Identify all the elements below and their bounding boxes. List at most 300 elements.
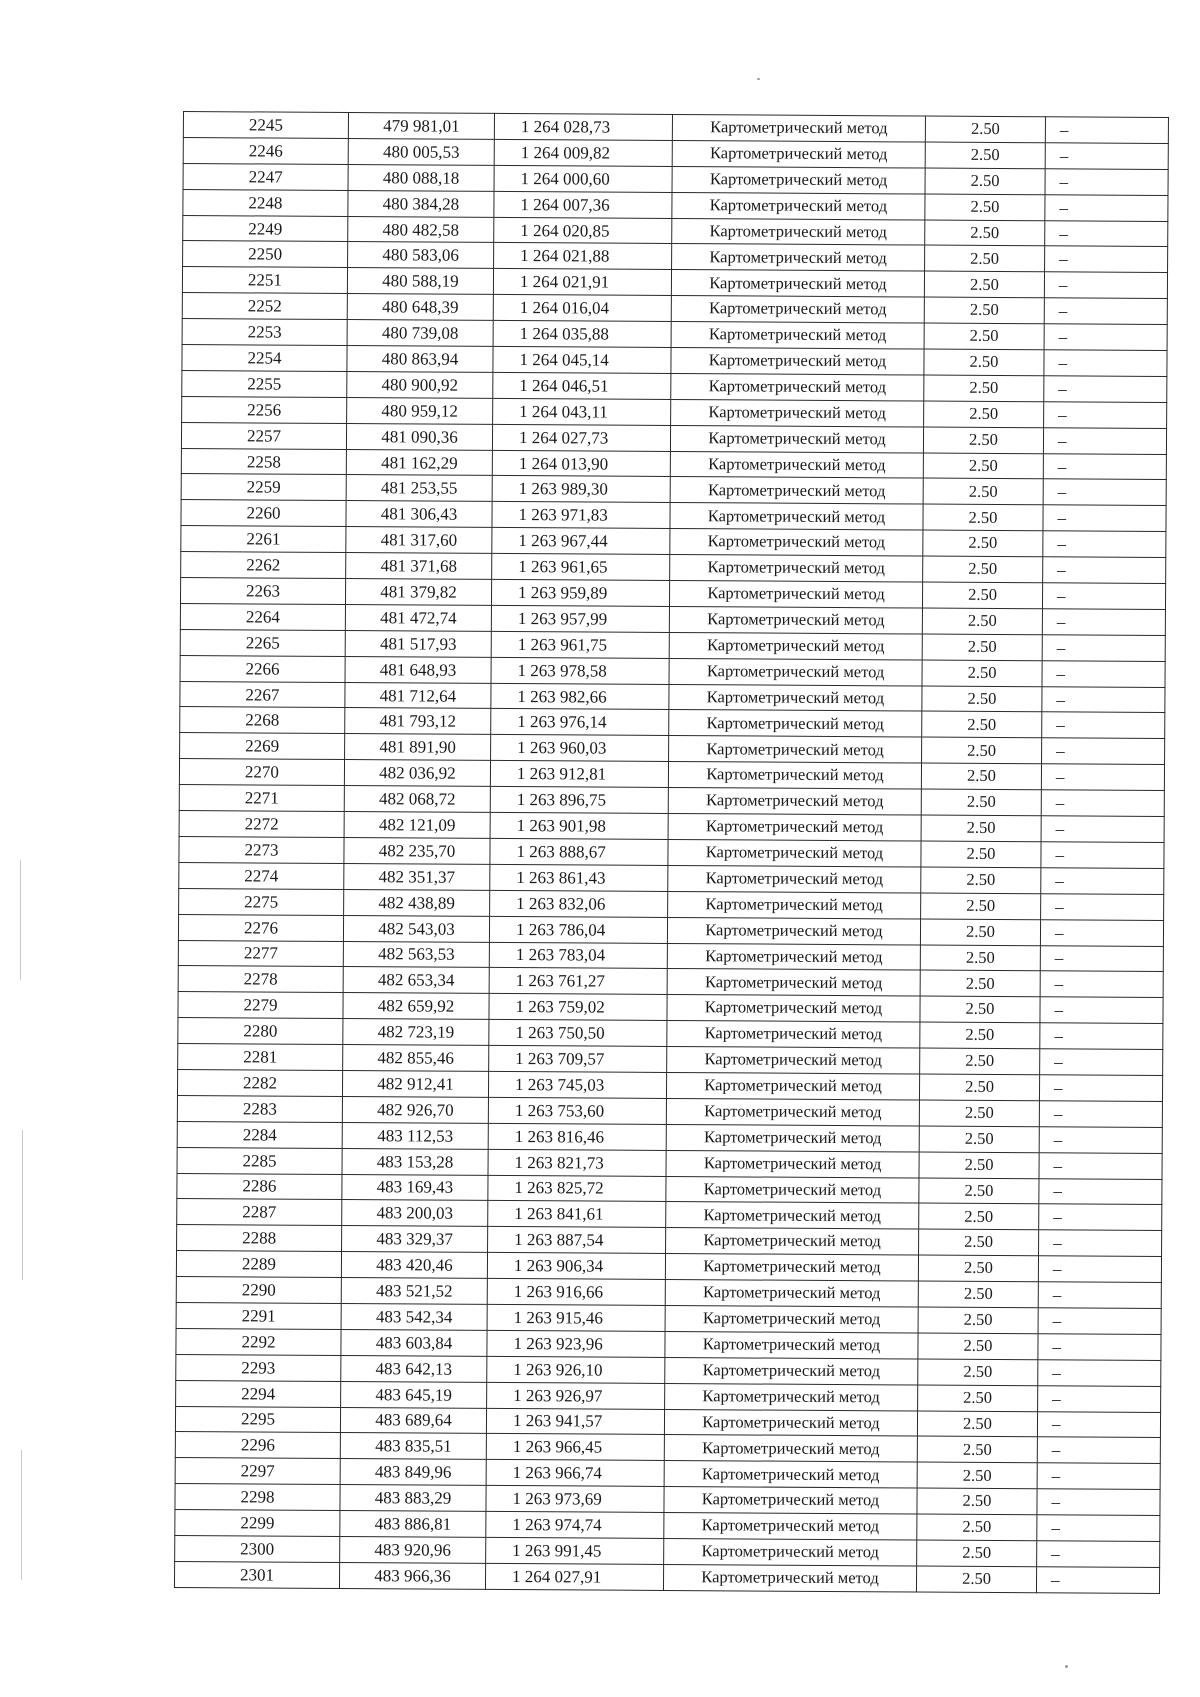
note-dash: –	[1039, 1178, 1162, 1205]
note-dash: –	[1043, 557, 1166, 584]
error-value: 2.50	[924, 349, 1044, 376]
note-dash: –	[1043, 479, 1166, 506]
coord-x: 482 563,53	[343, 941, 489, 968]
coord-x: 481 891,90	[345, 734, 491, 761]
scan-speck	[757, 78, 760, 80]
point-number: 2271	[179, 785, 344, 812]
point-number: 2257	[181, 422, 346, 449]
point-number: 2287	[177, 1199, 342, 1226]
error-value: 2.50	[923, 478, 1043, 505]
note-dash: –	[1042, 738, 1165, 765]
error-value: 2.50	[922, 737, 1042, 764]
method: Картометрический метод	[670, 451, 923, 478]
note-dash: –	[1039, 1204, 1162, 1231]
point-number: 2247	[183, 163, 348, 190]
coord-x: 482 723,19	[343, 1019, 489, 1046]
point-number: 2301	[174, 1561, 339, 1588]
coord-y: 1 263 916,66	[487, 1278, 665, 1305]
coord-y: 1 264 027,73	[492, 424, 670, 451]
error-value: 2.50	[917, 1488, 1037, 1515]
point-number: 2260	[181, 500, 346, 527]
error-value: 2.50	[924, 323, 1044, 350]
coord-x: 480 900,92	[347, 371, 493, 398]
note-dash: –	[1042, 712, 1165, 739]
method: Картометрический метод	[668, 865, 921, 892]
point-number: 2255	[182, 370, 347, 397]
point-number: 2248	[183, 189, 348, 216]
point-number: 2253	[182, 319, 347, 346]
note-dash: –	[1043, 531, 1166, 558]
coord-x: 482 068,72	[344, 786, 490, 813]
note-dash: –	[1044, 324, 1167, 351]
coord-x: 482 235,70	[344, 837, 490, 864]
coord-x: 481 793,12	[345, 708, 491, 735]
coord-y: 1 264 021,88	[494, 243, 672, 270]
method: Картометрический метод	[671, 373, 924, 400]
point-number: 2275	[179, 888, 344, 915]
coord-x: 483 849,96	[340, 1459, 486, 1486]
coord-y: 1 263 966,45	[486, 1434, 664, 1461]
coord-y: 1 263 960,03	[491, 735, 669, 762]
error-value: 2.50	[922, 686, 1042, 713]
coord-x: 481 253,55	[346, 475, 492, 502]
method: Картометрический метод	[666, 1202, 919, 1229]
point-number: 2267	[180, 681, 345, 708]
coord-y: 1 263 957,99	[491, 605, 669, 632]
coord-y: 1 263 973,69	[486, 1486, 664, 1513]
point-number: 2300	[175, 1535, 340, 1562]
point-number: 2288	[177, 1225, 342, 1252]
note-dash: –	[1038, 1359, 1161, 1386]
method: Картометрический метод	[670, 555, 923, 582]
point-number: 2265	[180, 629, 345, 656]
coord-x: 483 883,29	[340, 1485, 486, 1512]
error-value: 2.50	[917, 1540, 1037, 1567]
coord-x: 480 739,08	[347, 320, 493, 347]
coord-x: 482 351,37	[344, 863, 490, 890]
coord-x: 483 886,81	[340, 1511, 486, 1538]
note-dash: –	[1037, 1437, 1160, 1464]
error-value: 2.50	[918, 1385, 1038, 1412]
point-number: 2280	[178, 1018, 343, 1045]
coord-x: 482 036,92	[344, 760, 490, 787]
coord-y: 1 264 028,73	[494, 113, 672, 140]
point-number: 2291	[176, 1302, 341, 1329]
point-number: 2266	[180, 655, 345, 682]
method: Картометрический метод	[669, 658, 922, 685]
note-dash: –	[1039, 1230, 1162, 1257]
coord-x: 480 648,39	[347, 294, 493, 321]
coord-y: 1 263 906,34	[487, 1253, 665, 1280]
method: Картометрический метод	[672, 192, 925, 219]
point-number: 2254	[182, 345, 347, 372]
note-dash: –	[1043, 505, 1166, 532]
note-dash: –	[1040, 971, 1163, 998]
method: Картометрический метод	[668, 788, 921, 815]
coord-y: 1 264 007,36	[494, 191, 672, 218]
scan-streak	[22, 1130, 23, 1280]
method: Картометрический метод	[668, 839, 921, 866]
coord-y: 1 263 750,50	[489, 1020, 667, 1047]
note-dash: –	[1041, 764, 1164, 791]
point-number: 2264	[180, 603, 345, 630]
point-number: 2274	[179, 862, 344, 889]
coord-y: 1 264 035,88	[493, 321, 671, 348]
error-value: 2.50	[919, 1100, 1039, 1127]
method: Картометрический метод	[672, 140, 925, 167]
coord-y: 1 264 020,85	[494, 217, 672, 244]
method: Картометрический метод	[672, 244, 925, 271]
error-value: 2.50	[922, 712, 1042, 739]
error-value: 2.50	[918, 1307, 1038, 1334]
table-row	[174, 1561, 1159, 1593]
coord-x: 480 005,53	[348, 138, 494, 165]
coord-x: 483 521,52	[341, 1278, 487, 1305]
method: Картометрический метод	[666, 1072, 919, 1099]
error-value: 2.50	[919, 1229, 1039, 1256]
point-number: 2261	[181, 526, 346, 553]
coord-y: 1 263 982,66	[491, 683, 669, 710]
method: Картометрический метод	[668, 891, 921, 918]
error-value: 2.50	[918, 1359, 1038, 1386]
method: Картометрический метод	[671, 399, 924, 426]
coord-x: 480 583,06	[348, 242, 494, 269]
note-dash: –	[1038, 1308, 1161, 1335]
error-value: 2.50	[920, 919, 1040, 946]
coord-y: 1 264 000,60	[494, 165, 672, 192]
point-number: 2263	[180, 578, 345, 605]
error-value: 2.50	[924, 375, 1044, 402]
coord-x: 481 648,93	[345, 656, 491, 683]
error-value: 2.50	[923, 530, 1043, 557]
coord-y: 1 263 887,54	[488, 1227, 666, 1254]
note-dash: –	[1039, 1101, 1162, 1128]
method: Картометрический метод	[665, 1305, 918, 1332]
note-dash: –	[1038, 1256, 1161, 1283]
coord-x: 481 162,29	[346, 449, 492, 476]
coord-x: 481 712,64	[345, 682, 491, 709]
method: Картометрический метод	[668, 762, 921, 789]
method: Картометрический метод	[664, 1513, 917, 1540]
method: Картометрический метод	[669, 606, 922, 633]
coord-y: 1 264 045,14	[493, 346, 671, 373]
method: Картометрический метод	[671, 270, 924, 297]
method: Картометрический метод	[667, 1047, 920, 1074]
note-dash: –	[1037, 1489, 1160, 1516]
coord-y: 1 263 926,97	[487, 1382, 665, 1409]
error-value: 2.50	[918, 1333, 1038, 1360]
error-value: 2.50	[925, 220, 1045, 247]
method: Картометрический метод	[672, 218, 925, 245]
coord-x: 483 200,03	[342, 1200, 488, 1227]
method: Картометрический метод	[666, 1176, 919, 1203]
coord-x: 481 472,74	[345, 604, 491, 631]
point-number: 2299	[175, 1510, 340, 1537]
coord-y: 1 263 959,89	[491, 579, 669, 606]
note-dash: –	[1042, 583, 1165, 610]
method: Картометрический метод	[665, 1357, 918, 1384]
method: Картометрический метод	[672, 114, 925, 141]
coord-x: 483 689,64	[340, 1407, 486, 1434]
point-number: 2293	[176, 1354, 341, 1381]
coord-y: 1 263 926,10	[487, 1356, 665, 1383]
coord-x: 483 153,28	[342, 1148, 488, 1175]
coord-x: 482 855,46	[343, 1045, 489, 1072]
note-dash: –	[1037, 1515, 1160, 1542]
note-dash: –	[1040, 919, 1163, 946]
method: Картометрический метод	[669, 736, 922, 763]
error-value: 2.50	[924, 401, 1044, 428]
point-number: 2268	[180, 707, 345, 734]
coord-x: 482 121,09	[344, 812, 490, 839]
coord-y: 1 263 888,67	[490, 838, 668, 865]
note-dash: –	[1041, 816, 1164, 843]
error-value: 2.50	[920, 996, 1040, 1023]
method: Картометрический метод	[670, 529, 923, 556]
coord-x: 480 384,28	[348, 190, 494, 217]
method: Картометрический метод	[669, 581, 922, 608]
coord-x: 483 645,19	[341, 1381, 487, 1408]
error-value: 2.50	[922, 634, 1042, 661]
note-dash: –	[1037, 1541, 1160, 1568]
coord-y: 1 263 915,46	[487, 1304, 665, 1331]
note-dash: –	[1036, 1567, 1159, 1594]
note-dash: –	[1042, 660, 1165, 687]
note-dash: –	[1037, 1411, 1160, 1438]
note-dash: –	[1045, 143, 1168, 170]
method: Картометрический метод	[670, 477, 923, 504]
coord-y: 1 263 961,65	[492, 554, 670, 581]
point-number: 2258	[181, 448, 346, 475]
coord-y: 1 263 912,81	[490, 761, 668, 788]
coord-x: 481 306,43	[346, 501, 492, 528]
coord-y: 1 264 046,51	[493, 372, 671, 399]
coord-y: 1 264 027,91	[485, 1563, 663, 1590]
error-value: 2.50	[919, 1126, 1039, 1153]
error-value: 2.50	[919, 1178, 1039, 1205]
coord-y: 1 263 832,06	[490, 890, 668, 917]
note-dash: –	[1038, 1334, 1161, 1361]
method: Картометрический метод	[669, 632, 922, 659]
coord-x: 482 912,41	[342, 1070, 488, 1097]
coord-y: 1 263 753,60	[488, 1097, 666, 1124]
note-dash: –	[1045, 169, 1168, 196]
coord-y: 1 263 961,75	[491, 631, 669, 658]
note-dash: –	[1043, 453, 1166, 480]
note-dash: –	[1045, 194, 1168, 221]
coord-y: 1 263 861,43	[490, 864, 668, 891]
coord-y: 1 264 043,11	[493, 398, 671, 425]
note-dash: –	[1042, 609, 1165, 636]
method: Картометрический метод	[671, 322, 924, 349]
coordinates-table	[174, 111, 1169, 1594]
point-number: 2251	[182, 267, 347, 294]
coord-x: 483 112,53	[342, 1122, 488, 1149]
error-value: 2.50	[923, 504, 1043, 531]
error-value: 2.50	[917, 1436, 1037, 1463]
coord-y: 1 263 991,45	[486, 1537, 664, 1564]
point-number: 2279	[178, 992, 343, 1019]
method: Картометрический метод	[664, 1487, 917, 1514]
coord-x: 483 920,96	[340, 1536, 486, 1563]
note-dash: –	[1041, 842, 1164, 869]
coord-y: 1 264 016,04	[493, 295, 671, 322]
note-dash: –	[1041, 868, 1164, 895]
note-dash: –	[1045, 220, 1168, 247]
point-number: 2249	[183, 215, 348, 242]
coord-y: 1 263 709,57	[489, 1045, 667, 1072]
point-number: 2282	[177, 1069, 342, 1096]
method: Картометрический метод	[666, 1150, 919, 1177]
note-dash: –	[1044, 350, 1167, 377]
coord-x: 482 653,34	[343, 967, 489, 994]
note-dash: –	[1040, 1023, 1163, 1050]
method: Картометрический метод	[670, 425, 923, 452]
error-value: 2.50	[925, 194, 1045, 221]
coord-x: 483 603,84	[341, 1329, 487, 1356]
coord-y: 1 263 745,03	[488, 1071, 666, 1098]
method: Картометрический метод	[665, 1383, 918, 1410]
method: Картометрический метод	[671, 348, 924, 375]
method: Картометрический метод	[665, 1280, 918, 1307]
method: Картометрический метод	[664, 1538, 917, 1565]
point-number: 2284	[177, 1121, 342, 1148]
coord-x: 483 542,34	[341, 1303, 487, 1330]
note-dash: –	[1045, 117, 1168, 144]
error-value: 2.50	[919, 1203, 1039, 1230]
point-number: 2276	[178, 914, 343, 941]
method: Картометрический метод	[664, 1435, 917, 1462]
note-dash: –	[1039, 1075, 1162, 1102]
point-number: 2250	[183, 241, 348, 268]
coord-y: 1 264 009,82	[494, 139, 672, 166]
note-dash: –	[1042, 635, 1165, 662]
coord-x: 483 835,51	[340, 1433, 486, 1460]
error-value: 2.50	[918, 1255, 1038, 1282]
error-value: 2.50	[921, 815, 1041, 842]
error-value: 2.50	[922, 608, 1042, 635]
point-number: 2273	[179, 836, 344, 863]
coord-x: 481 517,93	[345, 630, 491, 657]
coord-x: 482 438,89	[344, 889, 490, 916]
note-dash: –	[1043, 427, 1166, 454]
point-number: 2298	[175, 1484, 340, 1511]
coord-y: 1 263 923,96	[487, 1330, 665, 1357]
coord-y: 1 263 989,30	[492, 476, 670, 503]
point-number: 2278	[178, 966, 343, 993]
error-value: 2.50	[918, 1281, 1038, 1308]
error-value: 2.50	[920, 945, 1040, 972]
method: Картометрический метод	[667, 1021, 920, 1048]
coord-x: 480 959,12	[347, 397, 493, 424]
coord-y: 1 263 783,04	[489, 942, 667, 969]
point-number: 2281	[178, 1044, 343, 1071]
error-value: 2.50	[921, 763, 1041, 790]
coord-y: 1 263 825,72	[488, 1175, 666, 1202]
note-dash: –	[1044, 402, 1167, 429]
note-dash: –	[1044, 272, 1167, 299]
point-number: 2283	[177, 1095, 342, 1122]
error-value: 2.50	[921, 789, 1041, 816]
coord-x: 483 169,43	[342, 1174, 488, 1201]
error-value: 2.50	[923, 556, 1043, 583]
coord-y: 1 263 759,02	[489, 994, 667, 1021]
coord-x: 482 926,70	[342, 1096, 488, 1123]
scan-streak	[21, 1450, 22, 1580]
coord-y: 1 263 971,83	[492, 502, 670, 529]
note-dash: –	[1041, 893, 1164, 920]
note-dash: –	[1044, 298, 1167, 325]
coord-x: 480 863,94	[347, 346, 493, 373]
method: Картометрический метод	[667, 917, 920, 944]
point-number: 2289	[176, 1251, 341, 1278]
point-number: 2256	[182, 396, 347, 423]
error-value: 2.50	[925, 168, 1045, 195]
error-value: 2.50	[921, 841, 1041, 868]
note-dash: –	[1039, 1126, 1162, 1153]
scan-streak	[20, 860, 21, 980]
method: Картометрический метод	[665, 1254, 918, 1281]
method: Картометрический метод	[664, 1461, 917, 1488]
error-value: 2.50	[917, 1411, 1037, 1438]
error-value: 2.50	[925, 116, 1045, 143]
method: Картометрический метод	[663, 1564, 916, 1591]
coord-y: 1 264 013,90	[492, 450, 670, 477]
error-value: 2.50	[917, 1462, 1037, 1489]
error-value: 2.50	[920, 1048, 1040, 1075]
method: Картометрический метод	[671, 296, 924, 323]
coord-x: 480 588,19	[347, 268, 493, 295]
coord-y: 1 263 821,73	[488, 1149, 666, 1176]
method: Картометрический метод	[667, 969, 920, 996]
coord-y: 1 263 786,04	[489, 916, 667, 943]
coord-x: 481 379,82	[345, 579, 491, 606]
point-number: 2292	[176, 1328, 341, 1355]
point-number: 2245	[183, 112, 348, 139]
coord-x: 482 543,03	[343, 915, 489, 942]
point-number: 2277	[178, 940, 343, 967]
coord-x: 481 317,60	[346, 527, 492, 554]
method: Картометрический метод	[672, 166, 925, 193]
error-value: 2.50	[922, 660, 1042, 687]
method: Картометрический метод	[664, 1409, 917, 1436]
coord-x: 483 329,37	[342, 1226, 488, 1253]
note-dash: –	[1040, 945, 1163, 972]
method: Картометрический метод	[669, 710, 922, 737]
error-value: 2.50	[917, 1514, 1037, 1541]
point-number: 2262	[181, 552, 346, 579]
note-dash: –	[1037, 1463, 1160, 1490]
point-number: 2296	[175, 1432, 340, 1459]
coord-y: 1 263 841,61	[488, 1201, 666, 1228]
point-number: 2246	[183, 137, 348, 164]
coord-x: 482 659,92	[343, 993, 489, 1020]
coord-x: 483 966,36	[339, 1562, 485, 1589]
table-body	[174, 112, 1168, 1594]
coord-x: 479 981,01	[348, 113, 494, 140]
method: Картометрический метод	[666, 1098, 919, 1125]
coord-y: 1 263 761,27	[489, 968, 667, 995]
error-value: 2.50	[921, 893, 1041, 920]
point-number: 2290	[176, 1277, 341, 1304]
coord-y: 1 263 901,98	[490, 812, 668, 839]
method: Картометрический метод	[665, 1331, 918, 1358]
coord-y: 1 264 021,91	[493, 269, 671, 296]
note-dash: –	[1042, 686, 1165, 713]
coord-y: 1 263 967,44	[492, 528, 670, 555]
error-value: 2.50	[925, 142, 1045, 169]
scan-speck	[1065, 1665, 1068, 1668]
